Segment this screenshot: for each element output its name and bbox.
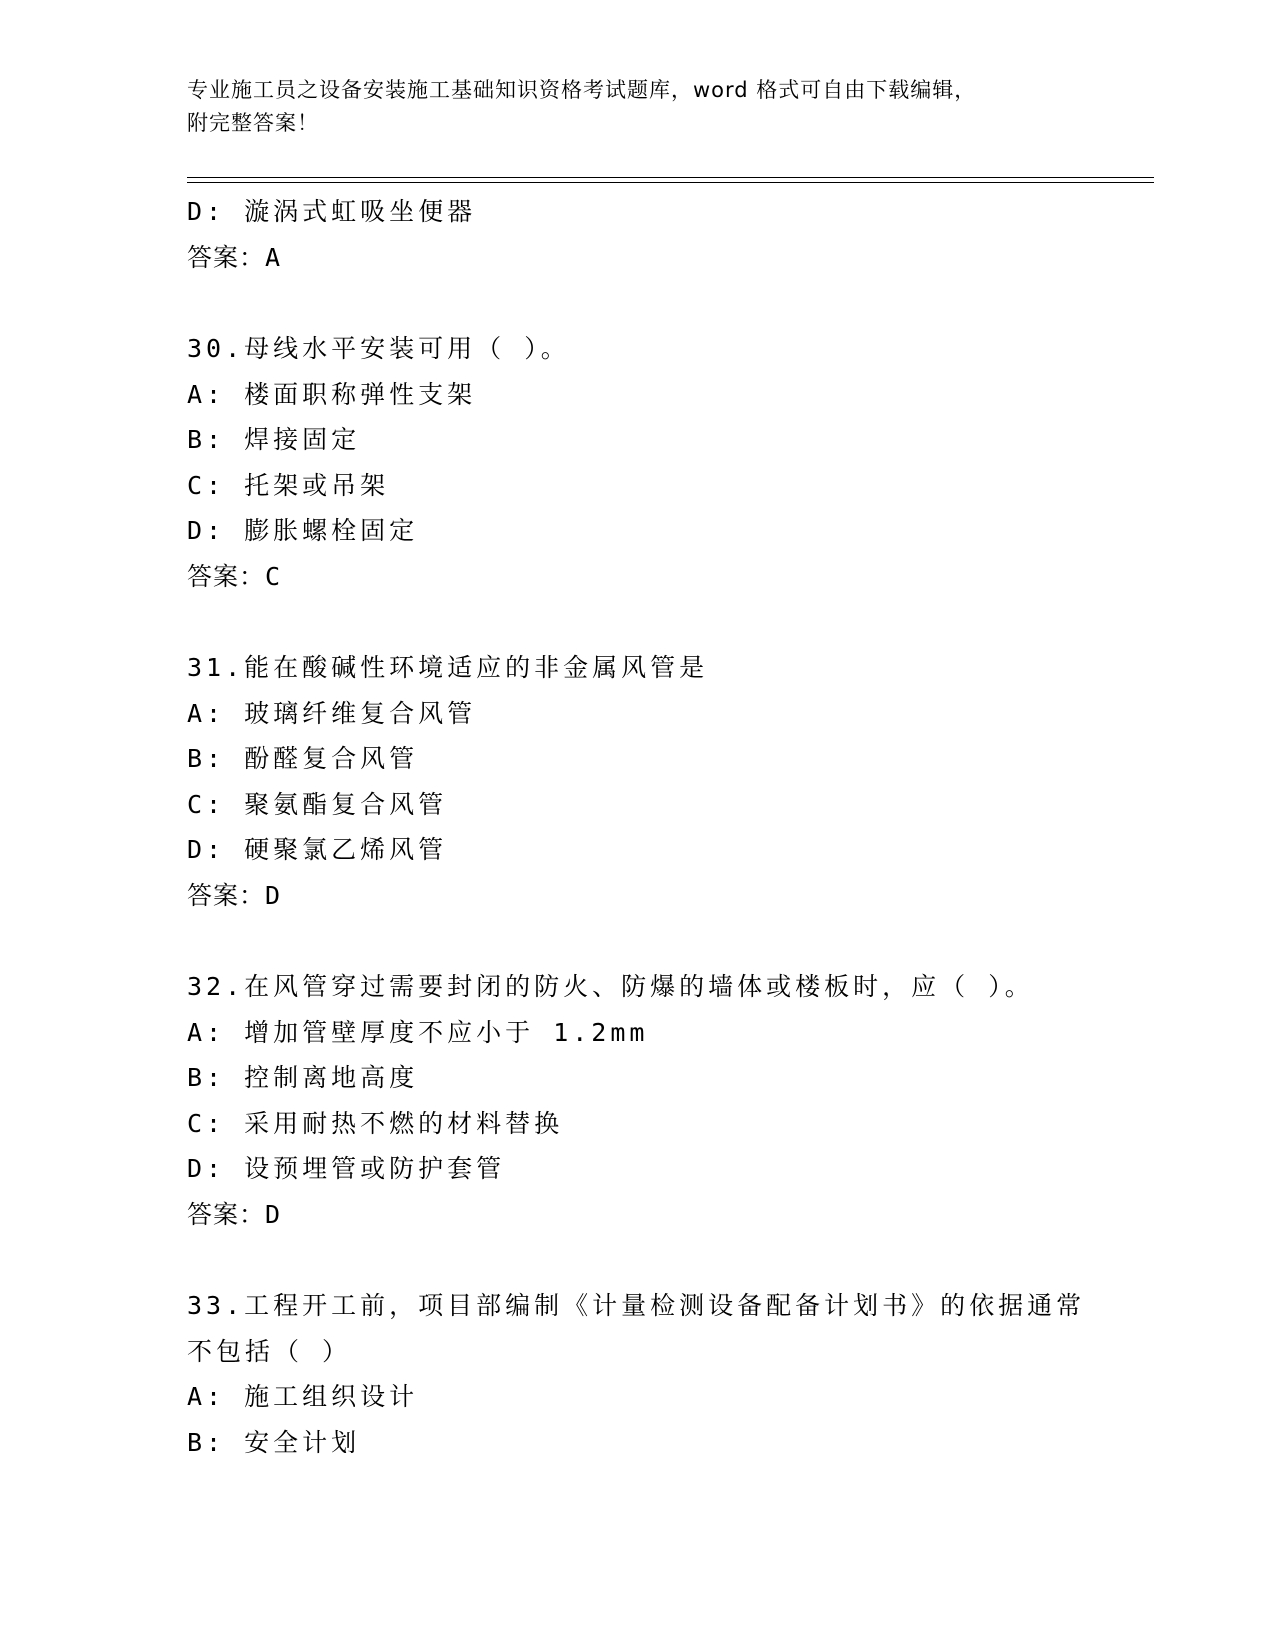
option-b: B: 安全计划 — [187, 1427, 361, 1457]
spacer — [187, 1237, 1087, 1283]
header-line-2: 附完整答案！ — [187, 111, 319, 135]
question-stem: 32.在风管穿过需要封闭的防火、防爆的墙体或楼板时，应（ ）。 — [187, 972, 1034, 1001]
answer-label: 答案： — [187, 880, 266, 910]
question-list — [187, 189, 1087, 1465]
answer-line — [187, 554, 1087, 600]
option-a: A: 楼面职称弹性支架 — [187, 379, 477, 409]
answer-value: C — [265, 561, 282, 591]
header-rule-bottom — [187, 182, 1154, 183]
question-30 — [187, 326, 1087, 599]
answer-label: 答案： — [187, 1199, 266, 1229]
option-d: D: 设预埋管或防护套管 — [187, 1154, 506, 1183]
question-stem-line-2: 不包括（ ） — [187, 1336, 352, 1366]
answer-line — [187, 1192, 1087, 1238]
option-d: D: 膨胀螺栓固定 — [187, 516, 419, 545]
option-c: C: 聚氨酯复合风管 — [187, 789, 448, 819]
answer-label: 答案： — [187, 561, 266, 591]
answer-line — [187, 873, 1087, 919]
question-33 — [187, 1283, 1087, 1465]
option-d: D: 漩涡式虹吸坐便器 — [187, 197, 477, 226]
option-a: A: 增加管壁厚度不应小于 1.2mm — [187, 1017, 649, 1047]
spacer — [187, 599, 1087, 645]
question-stem-line-1: 33.工程开工前，项目部编制《计量检测设备配备计划书》的依据通常 — [187, 1291, 1086, 1320]
option-a: A: 玻璃纤维复合风管 — [187, 698, 477, 728]
spacer — [187, 918, 1087, 964]
option-c: C: 托架或吊架 — [187, 470, 390, 500]
answer-value: D — [265, 1199, 282, 1229]
question-32 — [187, 964, 1087, 1237]
document-header — [187, 74, 1087, 140]
option-b: B: 焊接固定 — [187, 425, 361, 454]
option-c: C: 采用耐热不燃的材料替换 — [187, 1108, 564, 1138]
question-stem: 30.母线水平安装可用（ ）。 — [187, 334, 570, 363]
answer-label: 答案： — [187, 242, 266, 272]
question-stem: 31.能在酸碱性环境适应的非金属风管是 — [187, 653, 709, 682]
spacer — [187, 280, 1087, 326]
answer-line — [187, 235, 1087, 281]
question-31 — [187, 645, 1087, 918]
option-b: B: 酚醛复合风管 — [187, 744, 419, 773]
answer-value: A — [265, 242, 282, 272]
answer-value: D — [265, 880, 282, 910]
header-rule-top — [187, 177, 1154, 178]
option-a: A: 施工组织设计 — [187, 1382, 419, 1411]
option-d: D: 硬聚氯乙烯风管 — [187, 835, 448, 864]
header-line-1: 专业施工员之设备安装施工基础知识资格考试题库，word 格式可自由下载编辑， — [187, 78, 977, 102]
option-b: B: 控制离地高度 — [187, 1063, 419, 1092]
